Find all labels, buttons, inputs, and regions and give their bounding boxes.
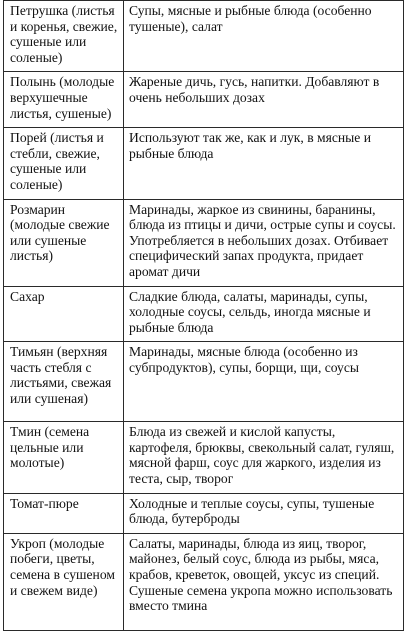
spice-usage-cell: Сладкие блюда, салаты, маринады, супы, холодные соусы, сельдь, иногда мясные и рыбные блюда (124, 286, 404, 342)
table-row (4, 199, 404, 286)
spice-name-cell: Томат-пюре (4, 493, 124, 533)
spice-name-cell: Укроп (молодые побеги, цветы, семена в сушеном и свежем виде) (4, 533, 124, 630)
table-row (4, 422, 404, 493)
table-row (4, 1, 404, 72)
spice-usage-cell: Маринады, жаркое из свинины, баранины, блюда из птицы и дичи, острые супы и соусы. Употребляется в небольших дозах. Отбивает специфический запах продукта, придает аромат дичи (124, 199, 404, 286)
spice-name-cell: Тимьян (верхняя часть стебля с листьями, свежая или сушеная) (4, 342, 124, 422)
table-row (4, 286, 404, 342)
spice-name-cell: Тмин (семена цельные или молотые) (4, 422, 124, 493)
spice-usage-cell: Блюда из свежей и кислой капусты, картофеля, брюквы, свекольный салат, гуляш, мясной фарш, соус для жаркого, изделия из теста, сыр, творог (124, 422, 404, 493)
spice-usage-cell: Маринады, мясные блюда (особенно из субпродуктов), супы, борщи, щи, соусы (124, 342, 404, 422)
table-row (4, 72, 404, 128)
table-row (4, 128, 404, 199)
spice-name-cell: Розмарин (молодые свежие или сушеные листья) (4, 199, 124, 286)
spice-name-cell: Полынь (молодые верхушечные листья, сушеные) (4, 72, 124, 128)
spice-usage-table (3, 0, 404, 631)
spice-usage-cell: Салаты, маринады, блюда из яиц, творог, майонез, белый соус, блюда из рыбы, мяса, крабов, креветок, овощей, уксус из специй. Сушеные семена укропа можно использовать вместо тмина (124, 533, 404, 630)
table-row (4, 493, 404, 533)
spice-table-page (3, 0, 403, 631)
spice-usage-cell: Жареные дичь, гусь, напитки. Добавляют в очень небольших дозах (124, 72, 404, 128)
spice-usage-cell: Супы, мясные и рыбные блюда (особенно тушеные), салат (124, 1, 404, 72)
spice-name-cell: Порей (листья и стебли, свежие, сушеные или соленые) (4, 128, 124, 199)
table-row (4, 342, 404, 422)
table-row (4, 533, 404, 630)
spice-usage-cell: Используют так же, как и лук, в мясные и рыбные блюда (124, 128, 404, 199)
spice-usage-cell: Холодные и теплые соусы, супы, тушеные блюда, бутерброды (124, 493, 404, 533)
spice-name-cell: Сахар (4, 286, 124, 342)
spice-name-cell: Петрушка (листья и коренья, свежие, сушеные или соленые) (4, 1, 124, 72)
